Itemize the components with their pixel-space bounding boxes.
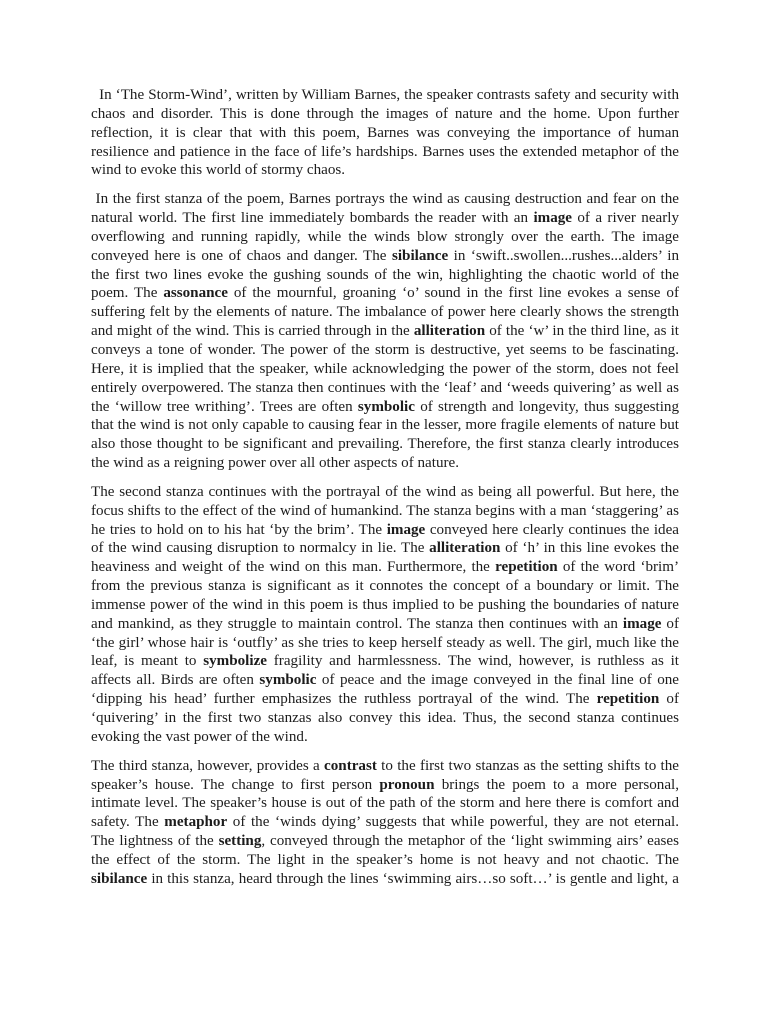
text-line: [91, 266, 679, 285]
bold-term: repetition: [495, 559, 558, 576]
bold-term: alliteration: [429, 540, 501, 557]
text-line: [91, 634, 679, 653]
bold-term: symbolic: [259, 672, 317, 689]
text-line: [91, 870, 679, 889]
text-line: [91, 341, 679, 360]
text-line: [91, 596, 679, 615]
bold-term: image: [622, 615, 662, 632]
text-line: [91, 832, 679, 851]
text-run: wind to evoke this world of stormy chaos.: [91, 162, 346, 179]
bold-term: image: [386, 521, 426, 538]
text-line: [91, 143, 679, 162]
text-run: of a river nearly: [572, 210, 680, 227]
text-run: ‘the girl’ whose hair is ‘outfly’ as she tries to keep herself steady as well. The girl, much like the: [91, 634, 679, 651]
text-line: [91, 671, 679, 690]
bold-term: pronoun: [379, 776, 435, 793]
text-run: ‘quivering’ in the first two stanzas also convey this idea. Thus, the second stanza continues: [91, 710, 679, 726]
text-line: [91, 794, 679, 813]
text-run: that the wind is not only capable to causing fear in the lesser, more fragile elements of nature but: [91, 417, 679, 434]
document-page: [91, 86, 679, 899]
text-line: [91, 690, 679, 709]
text-run: heaviness and weight of the wind on this man. Furthermore, the: [91, 559, 496, 576]
text-line: [91, 454, 679, 473]
text-run: The lightness of the: [91, 833, 219, 850]
text-line: [91, 190, 679, 209]
bold-term: repetition: [596, 691, 660, 708]
text-run: leaf, is meant to: [91, 653, 204, 670]
text-line: [91, 776, 679, 795]
text-run: of the ‘winds dying’ suggests that while powerful, they are not eternal.: [227, 814, 680, 831]
text-run: evoking the vast power of the wind.: [91, 728, 308, 745]
text-line: [91, 502, 679, 521]
bold-term: image: [533, 210, 572, 227]
text-line: [91, 124, 679, 143]
text-run: safety. The: [91, 814, 165, 831]
bold-term: sibilance: [91, 870, 148, 887]
text-run: conveys a tone of wonder. The power of the storm is destructive, yet seems to be fascinating.: [91, 341, 679, 358]
paragraph: [91, 190, 679, 473]
text-line: [91, 709, 679, 728]
text-run: focus shifts to the effect of the wind of humankind. The stanza begins with a man ‘staggering’ as: [91, 502, 679, 519]
text-line: [91, 615, 679, 634]
text-run: from the previous stanza is significant as it connotes the concept of a boundary or limit. The: [91, 578, 679, 595]
text-run: resilience and patience in the face of life’s hardships. Barnes uses the extended metaphor of the: [91, 143, 679, 160]
text-line: [91, 360, 679, 379]
text-run: conveyed here is one of chaos and danger. The: [91, 247, 392, 264]
text-line: [91, 284, 679, 303]
bold-term: metaphor: [164, 814, 228, 831]
paragraph: [91, 757, 679, 889]
paragraph: [91, 483, 679, 747]
text-run: natural world. The first line immediately bombards the reader with an: [91, 210, 534, 227]
text-run: he tries to hold on to his hat ‘by the brim’. The: [91, 521, 387, 538]
text-run: of ‘h’ in this line evokes the: [500, 540, 679, 557]
text-line: [91, 435, 679, 454]
text-run: the wind as a reigning power over all other aspects of nature.: [91, 455, 459, 472]
text-run: poem. The: [91, 285, 164, 302]
text-run: of: [661, 615, 679, 632]
text-run: conveyed here clearly continues the idea: [425, 521, 679, 538]
text-run: and might of the wind. This is carried through in the: [91, 323, 414, 340]
text-line: [91, 416, 679, 435]
bold-term: assonance: [163, 285, 228, 302]
bold-term: symbolize: [203, 653, 267, 670]
text-run: affects all. Birds are often: [91, 672, 260, 689]
text-run: ‘dipping his head’ further emphasizes the ruthless portrayal of the wind. The: [91, 691, 597, 708]
text-run: In ‘The Storm-Wind’, written by William Barnes, the speaker contrasts safety and security with: [91, 87, 679, 103]
text-line: [91, 728, 679, 747]
paragraph: [91, 86, 679, 180]
text-run: fragility and harmlessness. The wind, however, is ruthless as it: [266, 653, 679, 670]
text-run: In the first stanza of the poem, Barnes portrays the wind as causing destruction and fear on the: [91, 191, 679, 208]
text-run: of the mournful, groaning ‘o’ sound in the first line evokes a sense of: [227, 285, 679, 302]
text-run: in ‘swift..swollen...rushes...alders’ in: [448, 247, 679, 264]
text-run: The third stanza, however, provides a: [91, 757, 325, 774]
text-run: the effect of the storm. The light in the speaker’s home is not heavy and not chaotic. The: [91, 851, 679, 868]
text-run: of strength and longevity, thus suggesting: [414, 398, 680, 415]
text-run: of the word ‘brim’: [557, 559, 680, 576]
text-run: of the wind causing disruption to normalcy in lie. The: [91, 540, 430, 557]
text-line: [91, 521, 679, 540]
text-line: [91, 813, 679, 832]
text-line: [91, 652, 679, 671]
text-line: [91, 398, 679, 417]
text-run: entirely overpowered. The stanza then continues with the ‘leaf’ and ‘weeds quivering’ as well as: [91, 379, 679, 396]
text-run: suffering felt by the elements of nature. The imbalance of power here clearly shows the strength: [91, 304, 679, 321]
text-run: also those thought to be significant and prevailing. Therefore, the first stanza clearly introduces: [91, 436, 679, 453]
bold-term: setting: [218, 833, 262, 850]
text-line: [91, 228, 679, 247]
text-run: overflowing and running rapidly, while the winds blow strongly over the earth. The image: [91, 228, 679, 245]
text-line: [91, 558, 679, 577]
text-line: [91, 851, 679, 870]
text-run: to the first two stanzas as the setting shifts to the: [376, 757, 679, 774]
text-run: intimate level. The speaker’s house is out of the path of the storm and here there is comfort and: [91, 795, 679, 812]
text-run: of: [659, 691, 679, 708]
text-line: [91, 247, 679, 266]
text-run: chaos and disorder. This is done through the images of nature and the home. Upon further: [91, 105, 679, 122]
text-run: brings the poem to a more personal,: [434, 776, 679, 793]
text-line: [91, 209, 679, 228]
text-line: [91, 86, 679, 105]
text-run: Here, it is implied that the speaker, while acknowledging the power of the storm, does not feel: [91, 360, 679, 377]
text-run: reflection, it is clear that with this poem, Barnes was conveying the importance of human: [91, 124, 679, 141]
bold-term: alliteration: [413, 323, 486, 340]
text-run: The second stanza continues with the portrayal of the wind as being all powerful. But here, the: [91, 483, 679, 500]
bold-term: symbolic: [357, 398, 415, 415]
text-run: speaker’s house. The change to first person: [91, 776, 380, 793]
text-line: [91, 757, 679, 776]
text-line: [91, 161, 679, 180]
text-line: [91, 379, 679, 398]
text-run: of peace and the image conveyed in the final line of one: [316, 672, 680, 689]
text-line: [91, 539, 679, 558]
text-run: the ‘willow tree writhing’. Trees are often: [91, 398, 358, 415]
text-line: [91, 105, 679, 124]
text-run: , conveyed through the metaphor of the ‘light swimming airs’ eases: [261, 833, 679, 850]
text-run: and mankind, as they struggle to maintain control. The stanza then continues with an: [91, 615, 623, 632]
bold-term: contrast: [324, 757, 377, 774]
text-line: [91, 483, 679, 502]
text-line: [91, 577, 679, 596]
text-line: [91, 303, 679, 322]
text-run: the first two lines evoke the gushing sounds of the win, highlighting the chaotic world of the: [91, 266, 679, 283]
bold-term: sibilance: [391, 247, 449, 264]
text-run: in this stanza, heard through the lines ‘swimming airs…so soft…’ is gentle and light, a: [147, 870, 679, 887]
text-run: of the ‘w’ in the third line, as it: [485, 323, 679, 340]
text-run: immense power of the wind in this poem is thus implied to be pushing the boundaries of nature: [91, 596, 679, 613]
text-line: [91, 322, 679, 341]
